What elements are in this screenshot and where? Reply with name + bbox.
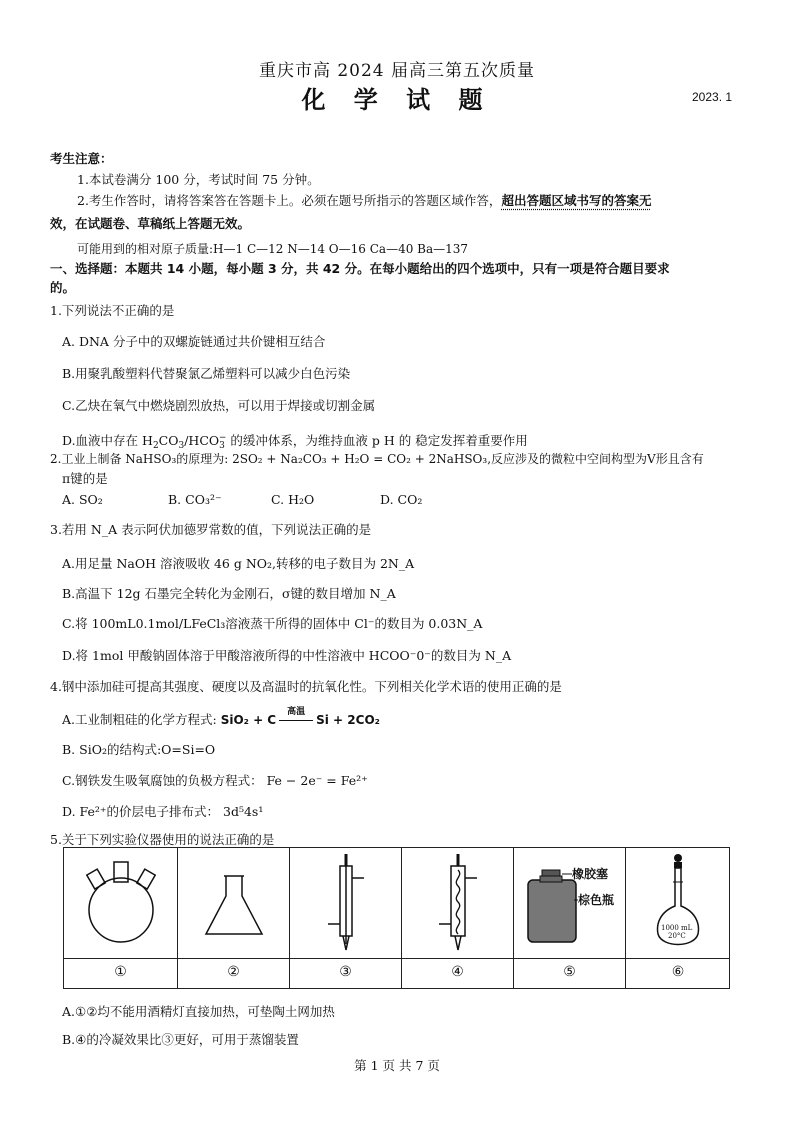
exam-title: 化 学 试 题 — [301, 86, 493, 114]
notice-item-2 — [77, 193, 651, 209]
q3-option-b: B.高温下 12g 石墨完全转化为金刚石，σ键的数目增加 N_A — [62, 586, 396, 601]
bulb-condenser-icon — [402, 848, 514, 958]
notice-item-2-continued: 效，在试题卷、草稿纸上答题无效。 — [50, 216, 251, 231]
q2-stem: 2.工业上制备 NaHSO₃的原理为: 2SO₂ + Na₂CO₃ + H₂O = CO₂ + 2NaHSO₃,反应涉及的微粒中空间构型为V形且含有 — [50, 452, 704, 466]
q1-d-sup: − — [218, 433, 227, 443]
exam-header-line: 重庆市高 2024 届高三第五次质量 — [258, 61, 536, 81]
q5-stem: 5.关于下列实验仪器使用的说法正确的是 — [50, 832, 275, 847]
table-divider — [402, 958, 513, 959]
q4-a-reactants: SiO₂ + C — [220, 713, 277, 727]
table-divider — [514, 958, 625, 959]
q2-option-c: C. H₂O — [271, 492, 315, 507]
apparatus-label-5: ⑤ — [563, 964, 576, 980]
q2-option-d: D. CO₂ — [380, 492, 423, 507]
table-divider — [178, 958, 289, 959]
section-heading-continued: 的。 — [50, 280, 76, 295]
q1-option-b: B.用聚乳酸塑料代替聚氯乙烯塑料可以减少白色污染 — [62, 366, 351, 381]
bottle-stopper-label: 橡胶塞 — [572, 867, 609, 881]
notice-item-2-emphasis: 超出答题区域书写的答案无 — [501, 193, 652, 208]
q3-option-d: D.将 1mol 甲酸钠固体溶于甲酸溶液所得的中性溶液中 HCOO⁻0⁻的数目为 N_A — [62, 648, 512, 663]
table-divider — [626, 958, 730, 959]
atomic-masses: 可能用到的相对原子质量:H—1 C—12 N—14 O—16 Ca—40 Ba—137 — [77, 242, 469, 256]
q3-option-a: A.用足量 NaOH 溶液吸收 46 g NO₂,转移的电子数目为 2N_A — [62, 556, 415, 571]
q1-stem: 1.下列说法不正确的是 — [50, 303, 175, 318]
apparatus-label-3: ③ — [339, 964, 352, 980]
apparatus-label-6: ⑥ — [671, 964, 685, 980]
q1-d-text: CO — [158, 433, 179, 448]
apparatus-cell-4 — [402, 848, 514, 989]
q2-option-b: B. CO₃²⁻ — [168, 492, 222, 507]
reaction-condition: 高温 — [287, 707, 306, 717]
q1-d-text: /HCO — [184, 433, 220, 448]
q3-stem: 3.若用 N_A 表示阿伏加德罗常数的值，下列说法正确的是 — [50, 522, 372, 537]
notice-heading: 考生注意： — [50, 151, 113, 166]
q1-d-sub: 3 — [178, 441, 185, 451]
q1-d-text: 的缓冲体系，为维持血液 p H 的 稳定发挥着重要作用 — [226, 433, 528, 448]
section-heading: 一、选择题：本题共 14 小题，每小题 3 分，共 42 分。在每小题给出的四个选项中，只有一项是符合题目要求 — [50, 261, 670, 276]
q1-d-sub: 2 — [152, 441, 159, 451]
flask-volume-mark: 1000 mL — [661, 924, 693, 932]
q4-option-d: D. Fe²⁺的价层电子排布式： 3d⁵4s¹ — [62, 804, 264, 819]
q1-d-text: D.血液中存在 H — [62, 433, 153, 448]
flask-temperature-mark: 20°C — [668, 932, 686, 940]
volumetric-flask-icon — [626, 848, 730, 958]
notice-item-1: 1.本试卷满分 100 分，考试时间 75 分钟。 — [77, 172, 320, 187]
q1-option-c: C.乙炔在氧气中燃烧剧烈放热，可以用于焊接或切割金属 — [62, 398, 376, 413]
erlenmeyer-flask-icon — [178, 848, 290, 958]
q2-option-a: A. SO₂ — [62, 492, 103, 507]
apparatus-label-2: ② — [227, 964, 240, 980]
q5-option-a: A.①②均不能用酒精灯直接加热，可垫陶土网加热 — [62, 1004, 335, 1019]
apparatus-cell-5 — [514, 848, 626, 989]
q4-a-text: A.工业制粗硅的化学方程式: — [62, 712, 221, 727]
bottle-body-label: 棕色瓶 — [578, 893, 615, 907]
apparatus-cell-6 — [626, 848, 730, 989]
table-divider — [64, 958, 177, 959]
apparatus-cell-1 — [64, 848, 178, 989]
exam-date: 2023. 1 — [692, 90, 733, 104]
q5-option-b: B.④的冷凝效果比③更好，可用于蒸馏装置 — [62, 1032, 299, 1047]
three-neck-flask-icon — [64, 848, 178, 958]
apparatus-label-1: ① — [114, 964, 127, 980]
apparatus-label-4: ④ — [451, 964, 464, 980]
page-footer: 第 1 页 共 7 页 — [354, 1058, 440, 1073]
q4-stem: 4.钢中添加硅可提高其强度、硬度以及高温时的抗氧化性。下列相关化学术语的使用正确的是 — [50, 679, 562, 694]
q2-stem-continued: π键的是 — [62, 471, 108, 486]
q1-d-sub: 3 — [219, 441, 225, 451]
q4-option-b: B. SiO₂的结构式:O=Si=O — [62, 742, 216, 757]
table-divider — [290, 958, 401, 959]
q1-option-a: A. DNA 分子中的双螺旋链通过共价键相互结合 — [62, 334, 326, 349]
notice-item-2-text: 2.考生作答时，请将答案答在答题卡上。必须在题号所指示的答题区域作答， — [77, 193, 502, 208]
q4-a-products: Si + 2CO₂ — [316, 713, 380, 727]
apparatus-table — [63, 847, 730, 989]
q4-option-c: C.钢铁发生吸氧腐蚀的负极方程式： Fe − 2e⁻ = Fe²⁺ — [62, 773, 368, 788]
q4-option-a — [62, 707, 380, 728]
reaction-arrow-line — [279, 720, 313, 721]
straight-condenser-icon — [290, 848, 402, 958]
apparatus-cell-3 — [290, 848, 402, 989]
q3-option-c: C.将 100mL0.1mol/LFeCl₃溶液蒸干所得的固体中 Cl⁻的数目为 0.03N_A — [62, 616, 483, 631]
apparatus-cell-2 — [178, 848, 290, 989]
